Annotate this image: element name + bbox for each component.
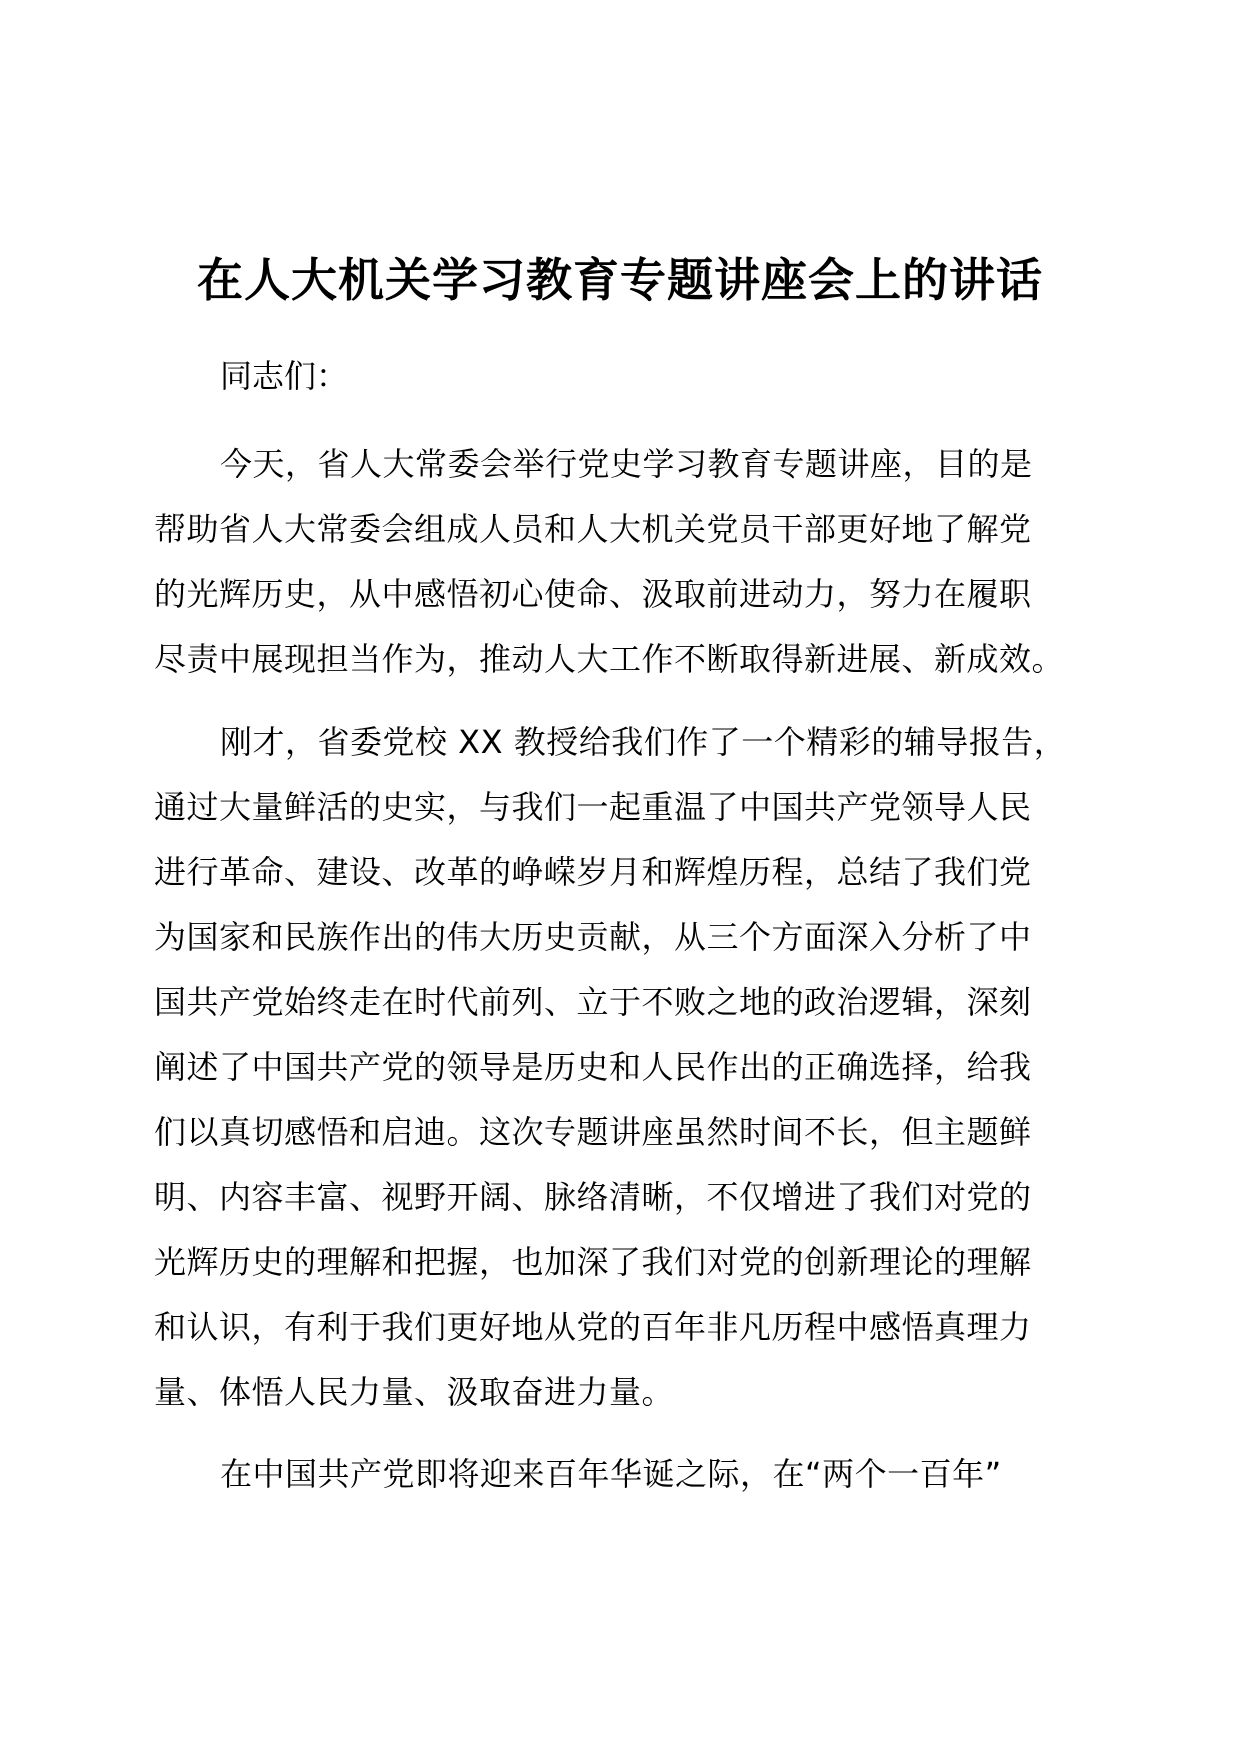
paragraph-line: 和认识，有利于我们更好地从党的百年非凡历程中感悟真理力 <box>154 1308 1032 1346</box>
paragraph-line: 阐述了中国共产党的领导是历史和人民作出的正确选择，给我 <box>154 1048 1032 1086</box>
paragraph-line: 通过大量鲜活的史实，与我们一起重温了中国共产党领导人民 <box>154 788 1032 826</box>
paragraph-1 <box>154 432 1094 692</box>
page-title: 在人大机关学习教育专题讲座会上的讲话 <box>197 253 1043 307</box>
paragraph-2 <box>154 710 1094 1425</box>
paragraph-line: 尽责中展现担当作为，推动人大工作不断取得新进展、新成效。 <box>154 640 1065 678</box>
paragraph-line: 在中国共产党即将迎来百年华诞之际，在“两个一百年” <box>220 1455 1002 1493</box>
salutation: 同志们： <box>220 357 349 395</box>
paragraph-line: 明、内容丰富、视野开阔、脉络清晰，不仅增进了我们对党的 <box>154 1178 1032 1216</box>
paragraph-line: 的光辉历史，从中感悟初心使命、汲取前进动力，努力在履职 <box>154 575 1032 613</box>
paragraph-line: 为国家和民族作出的伟大历史贡献，从三个方面深入分析了中 <box>154 918 1032 956</box>
paragraph-3 <box>154 1442 1094 1507</box>
paragraph-line: 刚才，省委党校 XX 教授给我们作了一个精彩的辅导报告， <box>220 723 1067 761</box>
paragraph-line: 进行革命、建设、改革的峥嵘岁月和辉煌历程，总结了我们党 <box>154 853 1032 891</box>
paragraph-line: 量、体悟人民力量、汲取奋进力量。 <box>154 1373 675 1411</box>
paragraph-line: 光辉历史的理解和把握，也加深了我们对党的创新理论的理解 <box>154 1243 1032 1281</box>
paragraph-line: 今天，省人大常委会举行党史学习教育专题讲座，目的是 <box>220 445 1033 483</box>
paragraph-line: 帮助省人大常委会组成人员和人大机关党员干部更好地了解党 <box>154 510 1032 548</box>
paragraph-line: 国共产党始终走在时代前列、立于不败之地的政治逻辑，深刻 <box>154 983 1032 1021</box>
paragraph-line: 们以真切感悟和启迪。这次专题讲座虽然时间不长，但主题鲜 <box>154 1113 1032 1151</box>
